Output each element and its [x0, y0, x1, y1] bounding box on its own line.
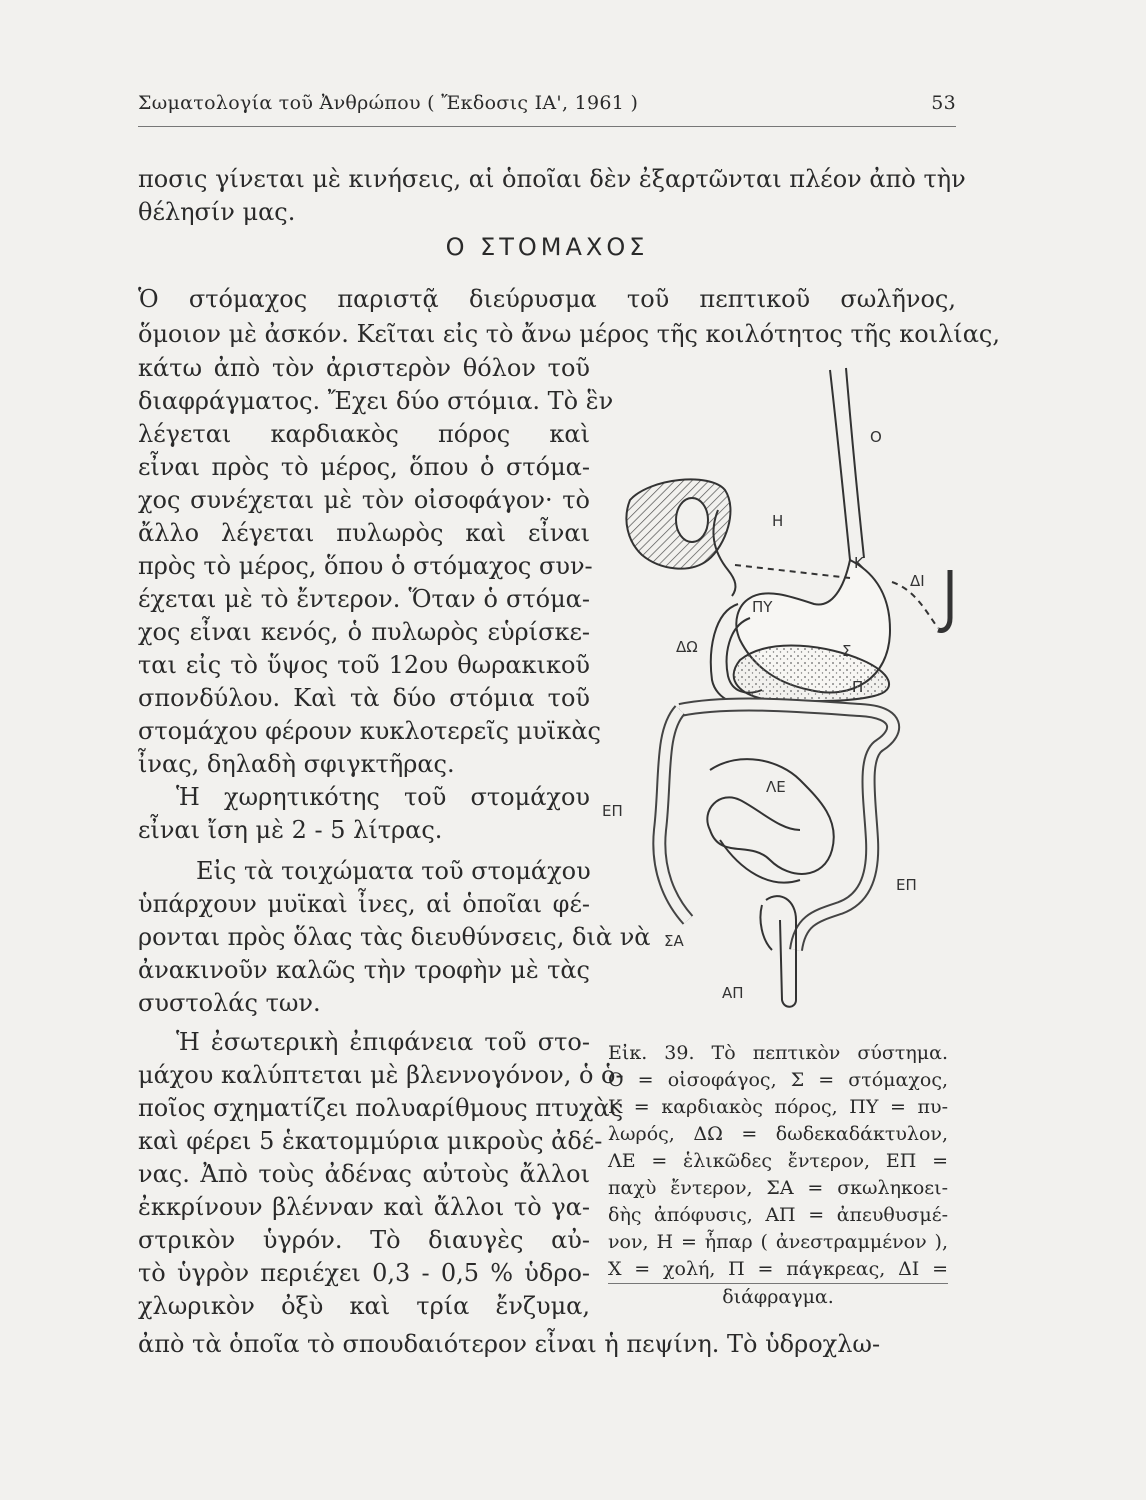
body-line: Ἡ χωρητικότης τοῦ στομάχου [176, 783, 590, 811]
body-line: εἶναι ἴση μὲ 2 - 5 λίτρας. [138, 816, 443, 844]
caption-line: διάφραγμα. [722, 1286, 834, 1308]
body-line: χλωρικὸν ὀξὺ καὶ τρία ἔνζυμα, [138, 1292, 590, 1320]
body-line: ἄλλο λέγεται πυλωρὸς καὶ εἶναι [138, 519, 590, 547]
small-intestine-shape [720, 840, 800, 883]
caption-line: Εἰκ. 39. Τὸ πεπτικὸν σύστημα. [608, 1042, 948, 1064]
label-appendix: ΣΑ [664, 932, 684, 950]
caption-line: Ο = οἰσοφάγος, Σ = στόμαχος, [608, 1069, 948, 1091]
body-line: ἐκκρίνουν βλένναν καὶ ἄλλοι τὸ γα- [138, 1193, 590, 1221]
caption-line: Κ = καρδιακὸς πόρος, ΠΥ = πυ- [608, 1096, 948, 1118]
body-line: λέγεται καρδιακὸς πόρος καὶ [138, 420, 590, 448]
body-line: ποῖος σχηματίζει πολυαρίθμους πτυχὰς [138, 1094, 624, 1122]
small-intestine-shape [707, 759, 833, 874]
final-line: ἀπὸ τὰ ὁποῖα τὸ σπουδαιότερον εἶναι ἡ πεψίνη. Τὸ ὑδροχλω- [138, 1330, 881, 1358]
diaphragm-mark [938, 570, 950, 631]
body-line: καὶ φέρει 5 ἑκατομμύρια μικροὺς ἀδέ- [138, 1127, 603, 1155]
label-liver: Η [772, 512, 784, 530]
digestive-system-figure [600, 360, 960, 1020]
caption-line: νον, Η = ἧπαρ ( ἀνεστραμμένον ), [608, 1231, 948, 1253]
body-line: σπονδύλου. Καὶ τὰ δύο στόμια τοῦ [138, 684, 590, 712]
diaphragm-line [735, 565, 850, 578]
label-small-intestine: ΛΕ [766, 778, 786, 796]
body-line: έχεται μὲ τὸ ἔντερον. Ὅταν ὁ στόμα- [138, 585, 590, 613]
body-line: τὸ ὑγρὸν περιέχει 0,3 - 0,5 % ὑδρο- [138, 1259, 590, 1287]
label-pancreas: Π [852, 678, 864, 696]
figure-caption [608, 1040, 948, 1311]
body-line: χος εἶναι κενός, ὁ πυλωρὸς εὑρίσκε- [138, 618, 590, 646]
running-title: Σωματολογία τοῦ Ἀνθρώπου ( Ἔκδοσις ΙΑ', 1961 ) [138, 92, 639, 114]
body-line: ἶνας, δηλαδὴ σφιγκτῆρας. [138, 750, 455, 778]
label-large-intestine-left: ΕΠ [602, 802, 623, 820]
caption-line: παχὺ ἔντερον, ΣΑ = σκωληκοει- [608, 1177, 948, 1199]
page-number: 53 [931, 92, 956, 114]
caption-line: λωρός, ΔΩ = δωδεκαδάκτυλον, [608, 1123, 948, 1145]
appendix-shape [760, 905, 772, 950]
caption-line: Χ = χολή, Π = πάγκρεας, ΔΙ = [608, 1256, 948, 1284]
running-header [138, 92, 956, 127]
label-diaphragm: ΔΙ [910, 572, 925, 590]
body-line: μάχου καλύπτεται μὲ βλεννογόνον, ὁ ὁ- [138, 1061, 624, 1089]
body-line: διαφράγματος. Ἔχει δύο στόμια. Τὸ ἓν [138, 387, 614, 415]
intro-line-2: θέλησίν μας. [138, 198, 296, 226]
label-rectum: ΑΠ [722, 984, 744, 1002]
para1-line-1: Ὁ στόμαχος παριστᾷ διεύρυσμα τοῦ πεπτικοῦ σωλῆνος, [138, 285, 956, 313]
esophagus-shape [846, 368, 864, 558]
rectum-shape [766, 896, 796, 1007]
body-line: νας. Ἀπὸ τοὺς ἀδένας αὐτοὺς ἄλλοι [138, 1160, 590, 1188]
body-line: κάτω ἀπὸ τὸν ἀριστερὸν θόλον τοῦ [138, 354, 590, 382]
section-title: Ο ΣΤΟΜΑΧΟΣ [445, 233, 649, 261]
body-line: Ἡ ἐσωτερικὴ ἐπιφάνεια τοῦ στο- [176, 1028, 590, 1056]
label-pylorus: ΠΥ [752, 598, 773, 616]
label-stomach: Σ [842, 642, 852, 660]
label-large-intestine-right: ΕΠ [896, 876, 917, 894]
body-line: ρονται πρὸς ὅλας τὰς διευθύνσεις, διὰ νὰ [138, 923, 651, 951]
label-duodenum: ΔΩ [676, 638, 698, 656]
gallbladder-shape [676, 498, 708, 542]
body-line: πρὸς τὸ μέρος, ὅπου ὁ στόμαχος συν- [138, 552, 593, 580]
label-cardia: Κ [854, 554, 864, 572]
body-line: συστολάς των. [138, 989, 321, 1017]
body-line: χος συνέχεται μὲ τὸν οἰσοφάγον· τὸ [138, 486, 590, 514]
body-line: εἶναι πρὸς τὸ μέρος, ὅπου ὁ στόμα- [138, 453, 590, 481]
caption-line: δὴς ἀπόφυσις, ΑΠ = ἀπευθυσμέ- [608, 1204, 948, 1226]
body-line: ἀνακινοῦν καλῶς τὴν τροφὴν μὲ τὰς [138, 956, 590, 984]
body-line: ὑπάρχουν μυϊκαὶ ἶνες, αἱ ὁποῖαι φέ- [138, 890, 590, 918]
para1-line-2: ὅμοιον μὲ ἀσκόν. Κεῖται εἰς τὸ ἄνω μέρος τῆς κοιλότητος τῆς κοιλίας, [138, 320, 1000, 348]
body-line: στομάχου φέρουν κυκλοτερεῖς μυϊκὰς [138, 717, 601, 745]
body-line: ται εἰς τὸ ὕψος τοῦ 12ου θωρακικοῦ [138, 651, 590, 679]
body-line: στρικὸν ὑγρόν. Τὸ διαυγὲς αὐ- [138, 1226, 590, 1254]
body-line: Εἰς τὰ τοιχώματα τοῦ στομάχου [196, 857, 591, 885]
caption-line: ΛΕ = ἑλικῶδες ἔντερον, ΕΠ = [608, 1150, 948, 1172]
label-oesophagus: Ο [870, 428, 882, 446]
intro-line-1: ποσις γίνεται μὲ κινήσεις, αἱ ὁποῖαι δὲν ἐξαρτῶνται πλέον ἀπὸ τὴν [138, 165, 966, 193]
